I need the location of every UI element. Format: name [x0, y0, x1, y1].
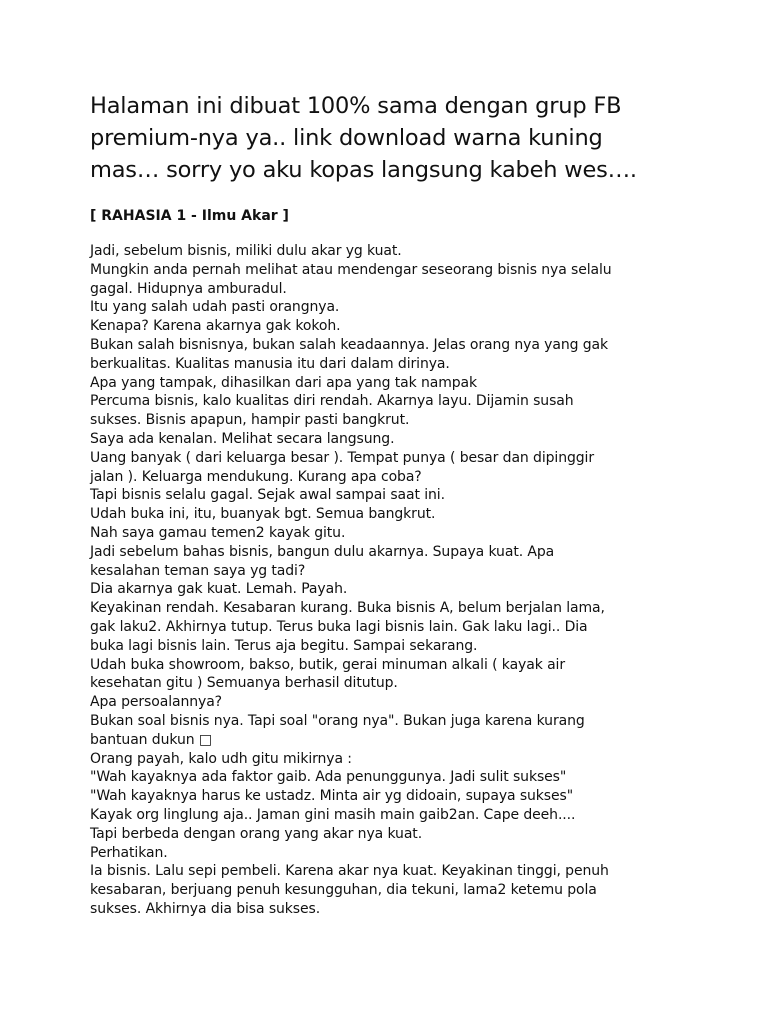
body-line: sukses. Akhirnya dia bisa sukses. [90, 900, 321, 917]
title-line: Halaman ini dibuat 100% sama dengan grup FB [90, 93, 622, 119]
body-line: Kayak org linglung aja.. Jaman gini masih main gaib2an. Cape deeh.... [90, 806, 576, 823]
body-line: Dia akarnya gak kuat. Lemah. Payah. [90, 581, 348, 598]
body-line: Mungkin anda pernah melihat atau mendengar seseorang bisnis nya selalu [90, 261, 612, 278]
body-line: Nah saya gamau temen2 kayak gitu. [90, 524, 346, 541]
body-line: gak laku2. Akhirnya tutup. Terus buka lagi bisnis lain. Gak laku lagi.. Dia [90, 618, 588, 635]
body-line: sukses. Bisnis apapun, hampir pasti bangkrut. [90, 412, 410, 429]
body-line: Perhatikan. [90, 844, 168, 861]
body-line: Ia bisnis. Lalu sepi pembeli. Karena akar nya kuat. Keyakinan tinggi, penuh [90, 863, 609, 880]
body-line: Apa yang tampak, dihasilkan dari apa yang tak nampak [90, 374, 478, 391]
body-line: "Wah kayaknya harus ke ustadz. Minta air yg didoain, supaya sukses" [90, 788, 574, 805]
body-line: Saya ada kenalan. Melihat secara langsung. [90, 430, 395, 447]
title-line: premium-nya ya.. link download warna kuning [90, 125, 603, 151]
body-line: Apa persoalannya? [90, 694, 222, 711]
body-line: Tapi bisnis selalu gagal. Sejak awal sampai saat ini. [90, 487, 445, 504]
body-line: kesalahan teman saya yg tadi? [90, 562, 306, 579]
body-line: kesehatan gitu ) Semuanya berhasil ditutup. [90, 675, 398, 692]
body-line: Udah buka ini, itu, buanyak bgt. Semua bangkrut. [90, 506, 436, 523]
document-page [90, 90, 750, 919]
title-line: mas… sorry yo aku kopas langsung kabeh wes…. [90, 157, 637, 183]
body-line: buka lagi bisnis lain. Terus aja begitu. Sampai sekarang. [90, 637, 478, 654]
body-line: Kenapa? Karena akarnya gak kokoh. [90, 318, 341, 335]
body-line: Orang payah, kalo udh gitu mikirnya : [90, 750, 352, 767]
body-line: Jadi, sebelum bisnis, miliki dulu akar yg kuat. [90, 243, 402, 259]
section-heading: [ RAHASIA 1 - Ilmu Akar ] [90, 208, 289, 224]
body-line: bantuan dukun □ [90, 731, 212, 748]
body-line: Bukan soal bisnis nya. Tapi soal "orang nya". Bukan juga karena kurang [90, 712, 585, 729]
body-line: jalan ). Keluarga mendukung. Kurang apa coba? [90, 468, 422, 485]
body-line: berkualitas. Kualitas manusia itu dari dalam dirinya. [90, 355, 450, 372]
body-line: Uang banyak ( dari keluarga besar ). Tempat punya ( besar dan dipinggir [90, 449, 595, 466]
body-line: Udah buka showroom, bakso, butik, gerai minuman alkali ( kayak air [90, 656, 565, 673]
body-line: Itu yang salah udah pasti orangnya. [90, 299, 340, 316]
body-line: gagal. Hidupnya amburadul. [90, 280, 287, 297]
body-line: Percuma bisnis, kalo kualitas diri rendah. Akarnya layu. Dijamin susah [90, 393, 574, 410]
body-line: kesabaran, berjuang penuh kesungguhan, dia tekuni, lama2 ketemu pola [90, 882, 597, 899]
document-title [90, 90, 750, 186]
body-line: Tapi berbeda dengan orang yang akar nya kuat. [90, 825, 423, 842]
body-line: Jadi sebelum bahas bisnis, bangun dulu akarnya. Supaya kuat. Apa [90, 543, 555, 560]
body-line: "Wah kayaknya ada faktor gaib. Ada penunggunya. Jadi sulit sukses" [90, 769, 567, 786]
body-line: Bukan salah bisnisnya, bukan salah keadaannya. Jelas orang nya yang gak [90, 336, 609, 353]
body-text [90, 242, 750, 919]
body-line: Keyakinan rendah. Kesabaran kurang. Buka bisnis A, belum berjalan lama, [90, 600, 605, 617]
